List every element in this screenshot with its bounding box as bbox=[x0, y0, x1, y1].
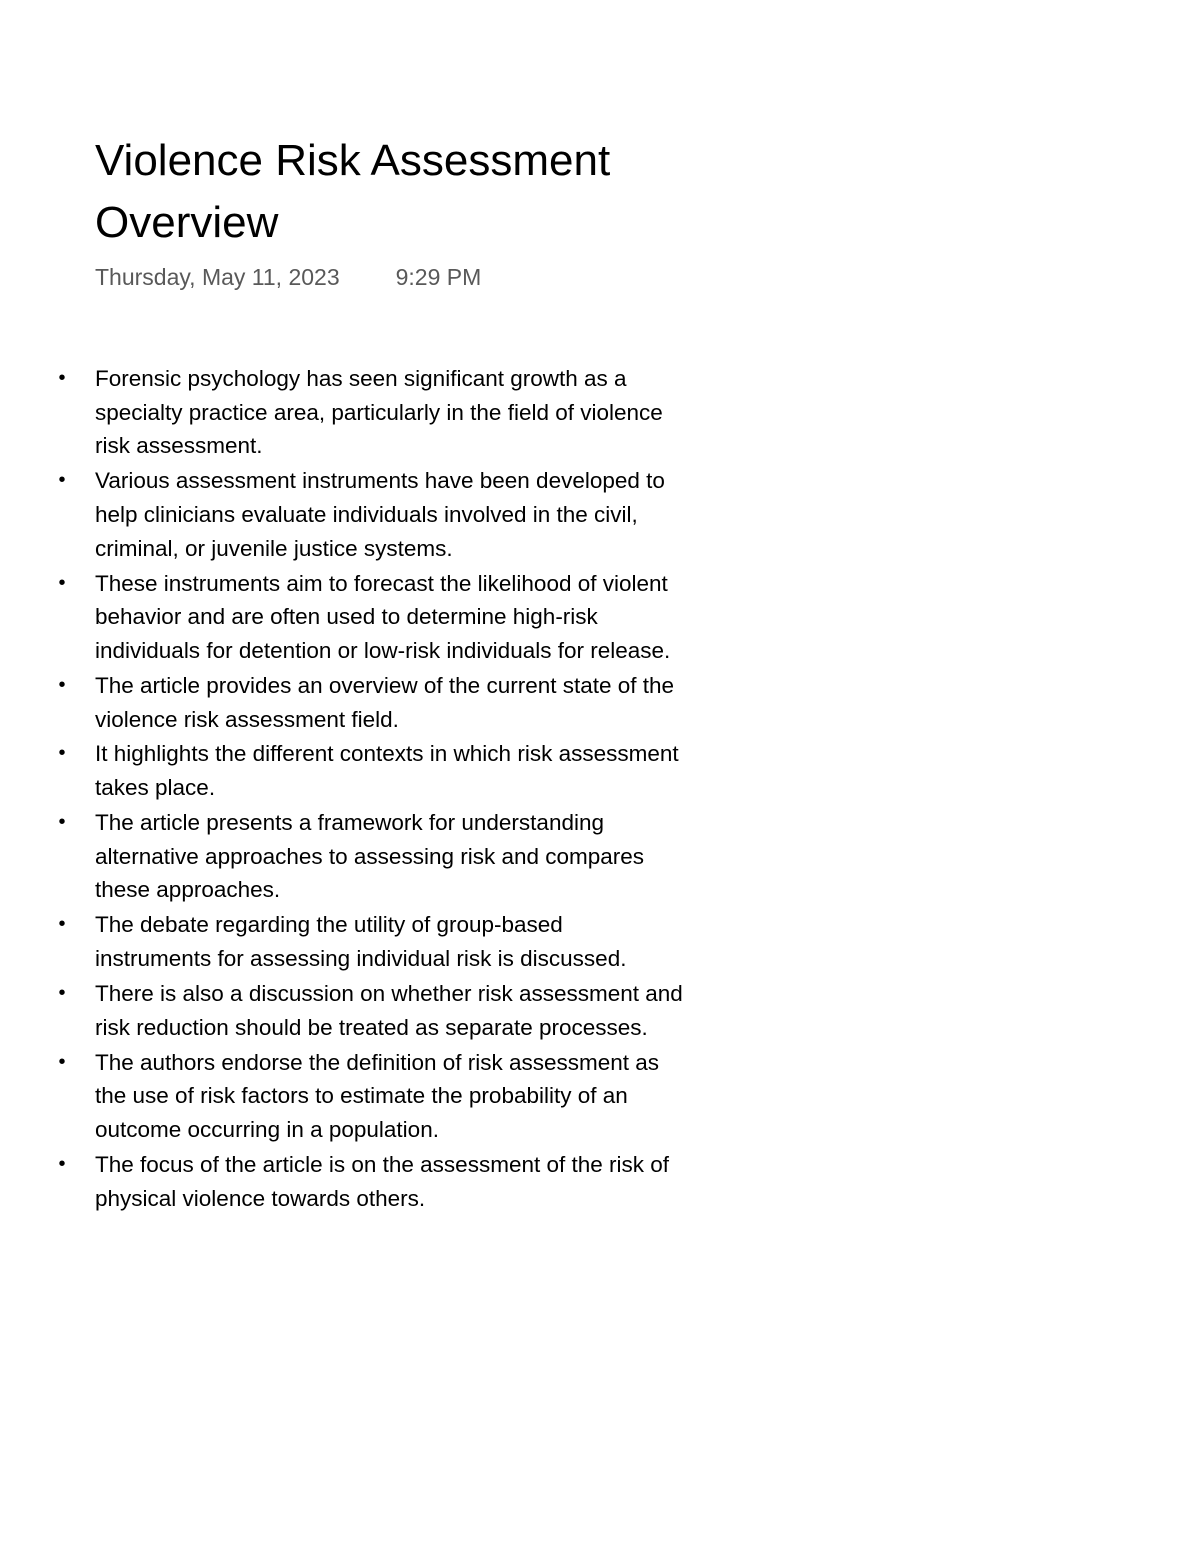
page-title: Violence Risk Assessment Overview bbox=[95, 136, 611, 247]
bullet-icon: • bbox=[58, 367, 66, 389]
bullet-icon: • bbox=[58, 1152, 66, 1175]
list-item-text: These instruments aim to forecast the likelihood of violent behavior and are often used to determine high-risk individuals for detention or low-risk individuals for release. bbox=[95, 570, 671, 663]
note-date: Thursday, May 11, 2023 bbox=[95, 264, 340, 290]
list-item bbox=[58, 1046, 685, 1147]
list-item bbox=[58, 737, 685, 804]
list-item-text: The debate regarding the utility of group-based instruments for assessing individual risk is discussed. bbox=[95, 912, 627, 972]
list-item-text: The article provides an overview of the current state of the violence risk assessment field. bbox=[95, 672, 675, 732]
list-item-text: The authors endorse the definition of risk assessment as the use of risk factors to estimate the probability of an outcome occurring in a population. bbox=[95, 1049, 660, 1142]
list-item-text: Various assessment instruments have been developed to help clinicians evaluate individuals involved in the civil, criminal, or juvenile justice systems. bbox=[95, 468, 665, 561]
list-item-text: The focus of the article is on the assessment of the risk of physical violence towards others. bbox=[95, 1151, 670, 1211]
bullet-icon: • bbox=[58, 571, 66, 594]
bullet-icon: • bbox=[58, 1050, 66, 1073]
bullet-icon: • bbox=[58, 469, 66, 492]
list-item-text: The article presents a framework for understanding alternative approaches to assessing risk and compares these approaches. bbox=[95, 810, 645, 903]
list-item bbox=[58, 806, 685, 907]
list-item bbox=[58, 362, 685, 463]
bullet-icon: • bbox=[58, 913, 66, 936]
bullet-icon: • bbox=[58, 981, 66, 1004]
list-item bbox=[58, 567, 685, 668]
list-item bbox=[58, 1148, 685, 1215]
bullet-icon: • bbox=[58, 673, 66, 696]
list-item-text: Forensic psychology has seen significant growth as a specialty practice area, particularly in the field of violence risk assessment. bbox=[95, 366, 663, 459]
note-timestamp bbox=[95, 262, 481, 292]
list-item-text: There is also a discussion on whether risk assessment and risk reduction should be treated as separate processes. bbox=[95, 980, 683, 1040]
list-item bbox=[58, 908, 685, 975]
note-time: 9:29 PM bbox=[395, 264, 482, 290]
list-item bbox=[58, 669, 685, 736]
list-item bbox=[58, 464, 685, 565]
bullet-list bbox=[58, 362, 685, 1216]
list-item bbox=[58, 977, 685, 1044]
bullet-icon: • bbox=[58, 811, 66, 834]
bullet-icon: • bbox=[58, 742, 66, 765]
list-item-text: It highlights the different contexts in which risk assessment takes place. bbox=[95, 741, 679, 801]
